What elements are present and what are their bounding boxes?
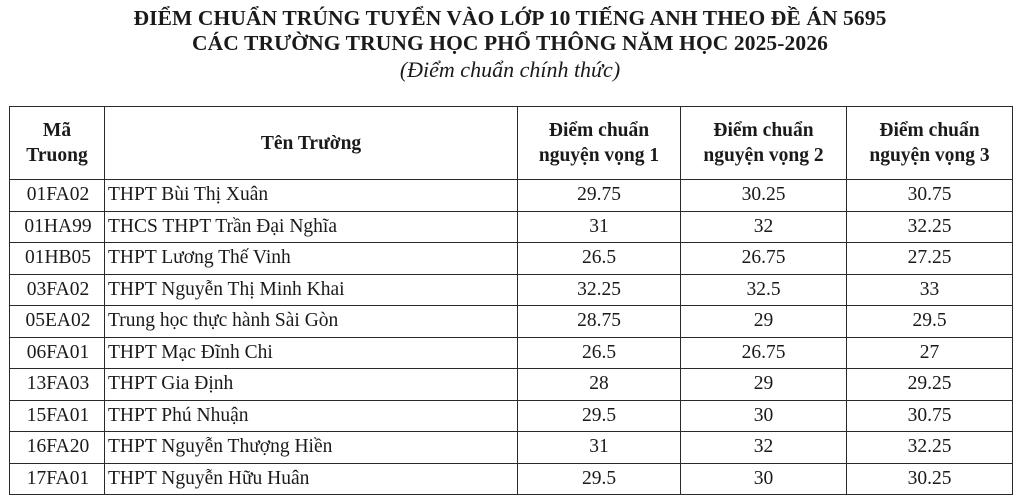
cell-school-code: 03FA02 bbox=[10, 274, 105, 306]
header-nv3 bbox=[847, 107, 1013, 180]
cutoff-scores-table bbox=[9, 106, 1013, 495]
cell-nv2: 32 bbox=[681, 211, 847, 243]
cell-nv2: 26.75 bbox=[681, 243, 847, 275]
cell-school-name: THPT Mạc Đĩnh Chi bbox=[105, 337, 518, 369]
cell-nv1: 28.75 bbox=[518, 306, 681, 338]
table-row bbox=[10, 400, 1013, 432]
header-nv3-line1: Điểm chuẩn bbox=[879, 120, 980, 141]
cell-school-name: THPT Nguyễn Hữu Huân bbox=[105, 463, 518, 495]
cell-school-code: 16FA20 bbox=[10, 432, 105, 464]
subtitle: (Điểm chuẩn chính thức) bbox=[399, 57, 621, 82]
cell-school-name: THPT Gia Định bbox=[105, 369, 518, 401]
header-code-line2: Truong bbox=[26, 145, 88, 166]
cell-nv2: 30.25 bbox=[681, 180, 847, 212]
table-row bbox=[10, 306, 1013, 338]
cell-nv2: 29 bbox=[681, 369, 847, 401]
cell-nv3: 30.25 bbox=[847, 463, 1013, 495]
header-name-text: Tên Trường bbox=[260, 132, 362, 154]
table-row bbox=[10, 243, 1013, 275]
title-line-1: ĐIỂM CHUẨN TRÚNG TUYỂN VÀO LỚP 10 TIẾNG ANH THEO ĐỀ ÁN 5695 bbox=[133, 6, 887, 30]
cell-nv1: 31 bbox=[518, 432, 681, 464]
table-row bbox=[10, 211, 1013, 243]
cell-school-name: THPT Nguyễn Thượng Hiền bbox=[105, 432, 518, 464]
header-nv2-line2: nguyện vọng 2 bbox=[703, 145, 824, 166]
table-header-row bbox=[10, 107, 1013, 180]
cell-school-code: 17FA01 bbox=[10, 463, 105, 495]
cell-school-code: 13FA03 bbox=[10, 369, 105, 401]
header-nv1-line1: Điểm chuẩn bbox=[548, 120, 650, 141]
cell-school-code: 15FA01 bbox=[10, 400, 105, 432]
cell-school-code: 01HA99 bbox=[10, 211, 105, 243]
cell-nv3: 30.75 bbox=[847, 400, 1013, 432]
table-row bbox=[10, 432, 1013, 464]
cell-nv1: 29.5 bbox=[518, 463, 681, 495]
cell-school-name: THPT Lương Thế Vinh bbox=[105, 243, 518, 275]
header-school-name bbox=[105, 107, 518, 180]
header-nv2 bbox=[681, 107, 847, 180]
cell-school-name: THPT Nguyễn Thị Minh Khai bbox=[105, 274, 518, 306]
header-nv3-line2: nguyện vọng 3 bbox=[869, 145, 990, 166]
header-school-code bbox=[10, 107, 105, 180]
cell-school-code: 05EA02 bbox=[10, 306, 105, 338]
cell-nv3: 32.25 bbox=[847, 432, 1013, 464]
cell-school-name: THPT Bùi Thị Xuân bbox=[105, 180, 518, 212]
cell-nv3: 30.75 bbox=[847, 180, 1013, 212]
table-row bbox=[10, 463, 1013, 495]
cell-nv1: 26.5 bbox=[518, 337, 681, 369]
table-row bbox=[10, 369, 1013, 401]
header-code-line1: Mã bbox=[42, 120, 72, 141]
cell-nv3: 32.25 bbox=[847, 211, 1013, 243]
header-nv1 bbox=[518, 107, 681, 180]
cell-nv2: 30 bbox=[681, 463, 847, 495]
header-nv1-line2: nguyện vọng 1 bbox=[538, 145, 660, 166]
cell-school-name: Trung học thực hành Sài Gòn bbox=[105, 306, 518, 338]
cell-nv2: 32.5 bbox=[681, 274, 847, 306]
title-line-2: CÁC TRƯỜNG TRUNG HỌC PHỔ THÔNG NĂM HỌC 2025-2026 bbox=[192, 31, 828, 55]
cell-school-code: 01HB05 bbox=[10, 243, 105, 275]
cell-nv3: 29.25 bbox=[847, 369, 1013, 401]
header-nv2-line1: Điểm chuẩn bbox=[713, 120, 814, 141]
cell-school-code: 01FA02 bbox=[10, 180, 105, 212]
cell-nv1: 26.5 bbox=[518, 243, 681, 275]
cell-nv1: 28 bbox=[518, 369, 681, 401]
cell-nv1: 29.75 bbox=[518, 180, 681, 212]
cell-nv3: 27.25 bbox=[847, 243, 1013, 275]
cell-nv3: 29.5 bbox=[847, 306, 1013, 338]
cell-nv3: 27 bbox=[847, 337, 1013, 369]
table-row bbox=[10, 274, 1013, 306]
cell-nv2: 26.75 bbox=[681, 337, 847, 369]
cell-school-name: THPT Phú Nhuận bbox=[105, 400, 518, 432]
cell-nv2: 32 bbox=[681, 432, 847, 464]
cell-nv1: 31 bbox=[518, 211, 681, 243]
cell-nv1: 29.5 bbox=[518, 400, 681, 432]
cell-school-name: THCS THPT Trần Đại Nghĩa bbox=[105, 211, 518, 243]
document-header bbox=[0, 6, 1020, 83]
table-row bbox=[10, 337, 1013, 369]
cell-nv2: 29 bbox=[681, 306, 847, 338]
cell-school-code: 06FA01 bbox=[10, 337, 105, 369]
cell-nv2: 30 bbox=[681, 400, 847, 432]
cell-nv1: 32.25 bbox=[518, 274, 681, 306]
cell-nv3: 33 bbox=[847, 274, 1013, 306]
table-row bbox=[10, 180, 1013, 212]
